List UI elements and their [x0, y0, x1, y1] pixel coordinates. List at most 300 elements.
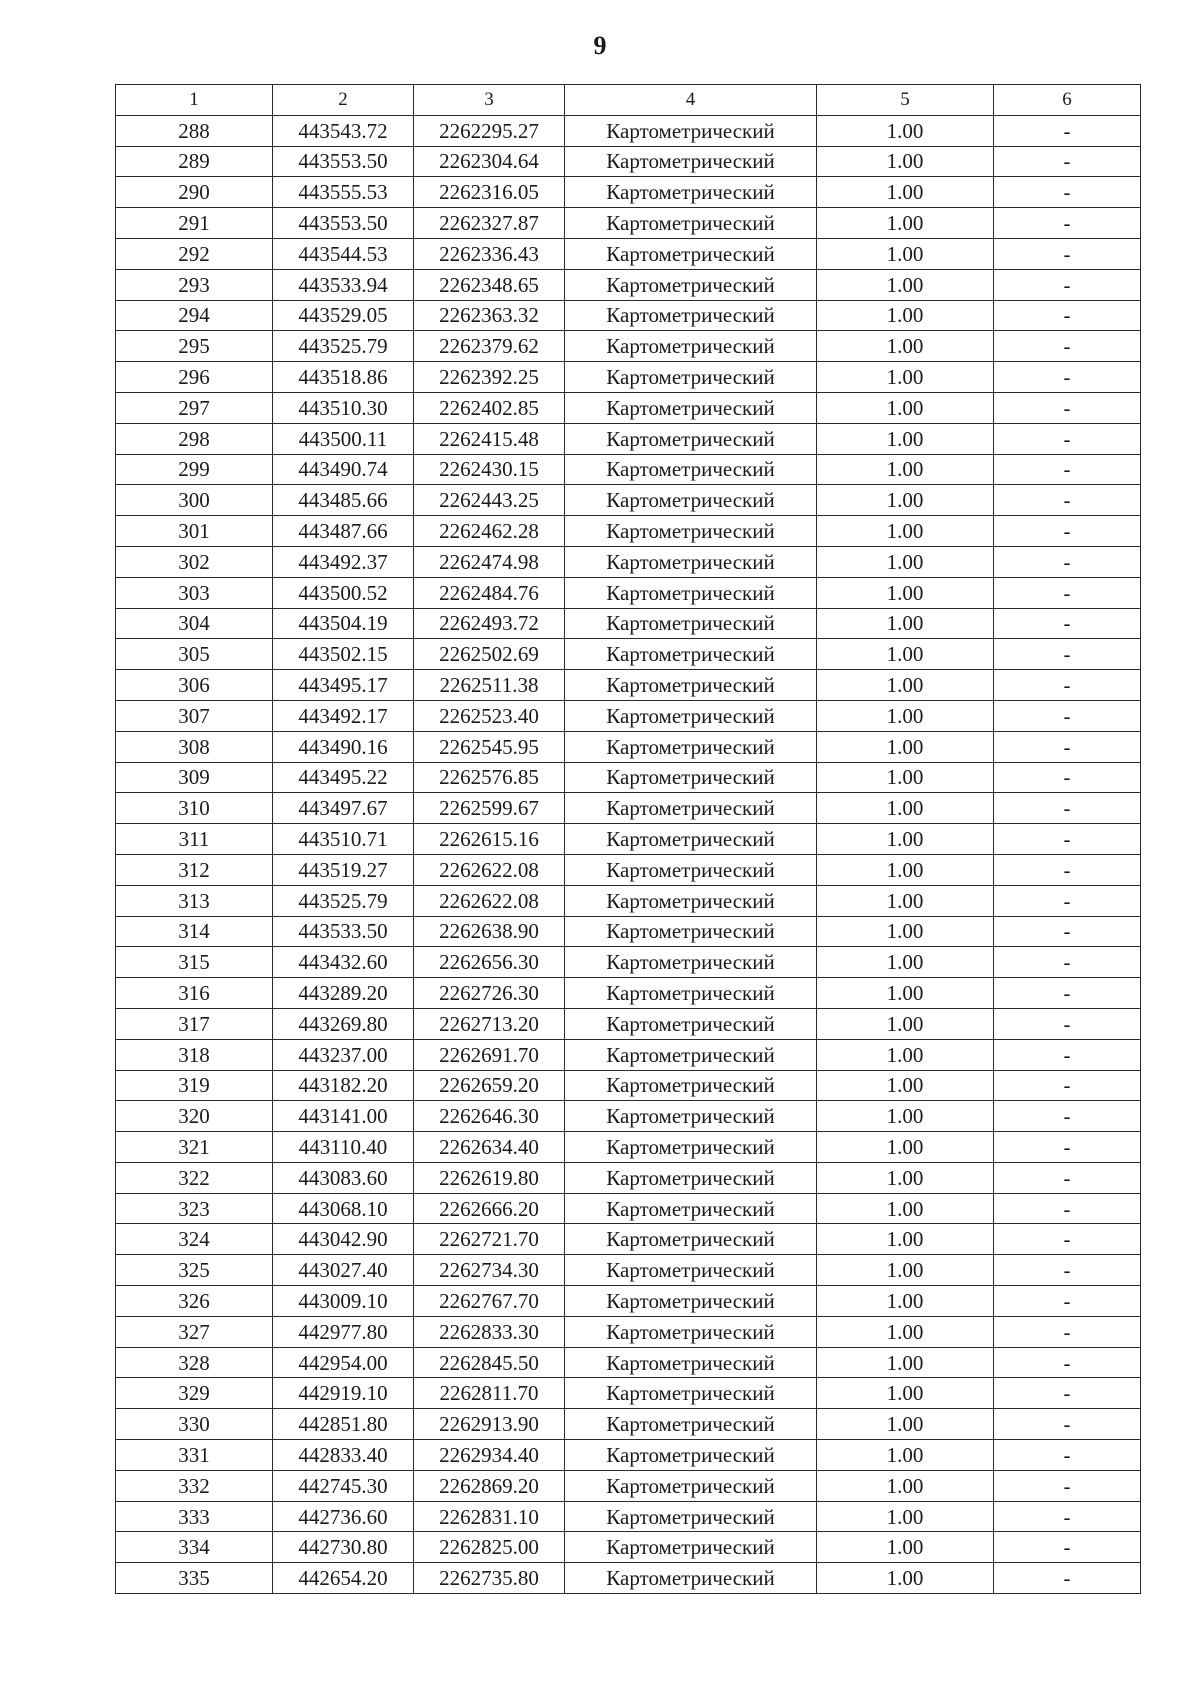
- table-row: [116, 1224, 1141, 1255]
- accuracy-cell: 1.00: [817, 577, 994, 608]
- method-cell: Картометрический: [565, 1316, 817, 1347]
- x-coordinate-cell: 443529.05: [273, 300, 414, 331]
- method-cell: Картометрический: [565, 639, 817, 670]
- point-number-cell: 303: [116, 577, 273, 608]
- accuracy-cell: 1.00: [817, 670, 994, 701]
- method-cell: Картометрический: [565, 516, 817, 547]
- point-number-cell: 323: [116, 1193, 273, 1224]
- y-coordinate-cell: 2262767.70: [414, 1286, 565, 1317]
- accuracy-cell: 1.00: [817, 1347, 994, 1378]
- point-number-cell: 296: [116, 362, 273, 393]
- method-cell: Картометрический: [565, 854, 817, 885]
- note-cell: -: [994, 670, 1141, 701]
- note-cell: -: [994, 1132, 1141, 1163]
- note-cell: -: [994, 1347, 1141, 1378]
- accuracy-cell: 1.00: [817, 1224, 994, 1255]
- point-number-cell: 289: [116, 146, 273, 177]
- x-coordinate-cell: 443237.00: [273, 1039, 414, 1070]
- accuracy-cell: 1.00: [817, 1440, 994, 1471]
- x-coordinate-cell: 443500.11: [273, 423, 414, 454]
- x-coordinate-cell: 443553.50: [273, 146, 414, 177]
- method-cell: Картометрический: [565, 546, 817, 577]
- x-coordinate-cell: 443492.17: [273, 700, 414, 731]
- y-coordinate-cell: 2262831.10: [414, 1501, 565, 1532]
- point-number-cell: 333: [116, 1501, 273, 1532]
- method-cell: Картометрический: [565, 608, 817, 639]
- table-row: [116, 331, 1141, 362]
- point-number-cell: 320: [116, 1101, 273, 1132]
- x-coordinate-cell: 443182.20: [273, 1070, 414, 1101]
- y-coordinate-cell: 2262845.50: [414, 1347, 565, 1378]
- y-coordinate-cell: 2262493.72: [414, 608, 565, 639]
- note-cell: -: [994, 639, 1141, 670]
- note-cell: -: [994, 1316, 1141, 1347]
- method-cell: Картометрический: [565, 238, 817, 269]
- point-number-cell: 301: [116, 516, 273, 547]
- accuracy-cell: 1.00: [817, 1255, 994, 1286]
- table-row: [116, 1193, 1141, 1224]
- y-coordinate-cell: 2262615.16: [414, 824, 565, 855]
- method-cell: Картометрический: [565, 978, 817, 1009]
- y-coordinate-cell: 2262545.95: [414, 731, 565, 762]
- point-number-cell: 328: [116, 1347, 273, 1378]
- note-cell: -: [994, 1070, 1141, 1101]
- x-coordinate-cell: 442654.20: [273, 1563, 414, 1594]
- x-coordinate-cell: 443432.60: [273, 947, 414, 978]
- accuracy-cell: 1.00: [817, 824, 994, 855]
- method-cell: Картометрический: [565, 269, 817, 300]
- y-coordinate-cell: 2262304.64: [414, 146, 565, 177]
- point-number-cell: 297: [116, 392, 273, 423]
- x-coordinate-cell: 442919.10: [273, 1378, 414, 1409]
- x-coordinate-cell: 443533.50: [273, 916, 414, 947]
- method-cell: Картометрический: [565, 1193, 817, 1224]
- note-cell: -: [994, 115, 1141, 146]
- method-cell: Картометрический: [565, 300, 817, 331]
- table-row: [116, 423, 1141, 454]
- x-coordinate-cell: 442833.40: [273, 1440, 414, 1471]
- note-cell: -: [994, 177, 1141, 208]
- table-row: [116, 362, 1141, 393]
- accuracy-cell: 1.00: [817, 269, 994, 300]
- x-coordinate-cell: 443495.22: [273, 762, 414, 793]
- accuracy-cell: 1.00: [817, 238, 994, 269]
- y-coordinate-cell: 2262726.30: [414, 978, 565, 1009]
- accuracy-cell: 1.00: [817, 423, 994, 454]
- y-coordinate-cell: 2262402.85: [414, 392, 565, 423]
- method-cell: Картометрический: [565, 1440, 817, 1471]
- method-cell: Картометрический: [565, 793, 817, 824]
- note-cell: -: [994, 1286, 1141, 1317]
- column-header: 6: [994, 85, 1141, 116]
- method-cell: Картометрический: [565, 1347, 817, 1378]
- y-coordinate-cell: 2262811.70: [414, 1378, 565, 1409]
- table-row: [116, 485, 1141, 516]
- point-number-cell: 315: [116, 947, 273, 978]
- x-coordinate-cell: 443502.15: [273, 639, 414, 670]
- accuracy-cell: 1.00: [817, 1316, 994, 1347]
- coordinates-table: [115, 84, 1141, 1594]
- table-row: [116, 269, 1141, 300]
- column-header: 1: [116, 85, 273, 116]
- note-cell: -: [994, 208, 1141, 239]
- accuracy-cell: 1.00: [817, 1286, 994, 1317]
- y-coordinate-cell: 2262415.48: [414, 423, 565, 454]
- method-cell: Картометрический: [565, 423, 817, 454]
- y-coordinate-cell: 2262934.40: [414, 1440, 565, 1471]
- point-number-cell: 334: [116, 1532, 273, 1563]
- x-coordinate-cell: 443518.86: [273, 362, 414, 393]
- method-cell: Картометрический: [565, 177, 817, 208]
- method-cell: Картометрический: [565, 731, 817, 762]
- column-header: 2: [273, 85, 414, 116]
- y-coordinate-cell: 2262622.08: [414, 854, 565, 885]
- point-number-cell: 332: [116, 1470, 273, 1501]
- point-number-cell: 327: [116, 1316, 273, 1347]
- accuracy-cell: 1.00: [817, 208, 994, 239]
- accuracy-cell: 1.00: [817, 854, 994, 885]
- method-cell: Картометрический: [565, 1008, 817, 1039]
- table-row: [116, 1316, 1141, 1347]
- point-number-cell: 306: [116, 670, 273, 701]
- method-cell: Картометрический: [565, 485, 817, 516]
- accuracy-cell: 1.00: [817, 731, 994, 762]
- y-coordinate-cell: 2262474.98: [414, 546, 565, 577]
- note-cell: -: [994, 885, 1141, 916]
- table-row: [116, 639, 1141, 670]
- point-number-cell: 299: [116, 454, 273, 485]
- accuracy-cell: 1.00: [817, 1162, 994, 1193]
- x-coordinate-cell: 443555.53: [273, 177, 414, 208]
- point-number-cell: 311: [116, 824, 273, 855]
- table-row: [116, 916, 1141, 947]
- accuracy-cell: 1.00: [817, 978, 994, 1009]
- note-cell: -: [994, 1039, 1141, 1070]
- accuracy-cell: 1.00: [817, 146, 994, 177]
- table-row: [116, 670, 1141, 701]
- x-coordinate-cell: 443289.20: [273, 978, 414, 1009]
- note-cell: -: [994, 1501, 1141, 1532]
- x-coordinate-cell: 443110.40: [273, 1132, 414, 1163]
- accuracy-cell: 1.00: [817, 1501, 994, 1532]
- x-coordinate-cell: 443487.66: [273, 516, 414, 547]
- x-coordinate-cell: 443083.60: [273, 1162, 414, 1193]
- point-number-cell: 305: [116, 639, 273, 670]
- x-coordinate-cell: 443500.52: [273, 577, 414, 608]
- method-cell: Картометрический: [565, 577, 817, 608]
- column-header: 3: [414, 85, 565, 116]
- y-coordinate-cell: 2262430.15: [414, 454, 565, 485]
- method-cell: Картометрический: [565, 1070, 817, 1101]
- accuracy-cell: 1.00: [817, 1470, 994, 1501]
- y-coordinate-cell: 2262913.90: [414, 1409, 565, 1440]
- table-row: [116, 1347, 1141, 1378]
- note-cell: -: [994, 1162, 1141, 1193]
- method-cell: Картометрический: [565, 1563, 817, 1594]
- table-row: [116, 177, 1141, 208]
- y-coordinate-cell: 2262316.05: [414, 177, 565, 208]
- y-coordinate-cell: 2262691.70: [414, 1039, 565, 1070]
- x-coordinate-cell: 442851.80: [273, 1409, 414, 1440]
- note-cell: -: [994, 1409, 1141, 1440]
- point-number-cell: 335: [116, 1563, 273, 1594]
- column-header: 4: [565, 85, 817, 116]
- note-cell: -: [994, 1255, 1141, 1286]
- method-cell: Картометрический: [565, 885, 817, 916]
- y-coordinate-cell: 2262646.30: [414, 1101, 565, 1132]
- x-coordinate-cell: 443525.79: [273, 885, 414, 916]
- point-number-cell: 316: [116, 978, 273, 1009]
- method-cell: Картометрический: [565, 331, 817, 362]
- method-cell: Картометрический: [565, 1162, 817, 1193]
- method-cell: Картометрический: [565, 1409, 817, 1440]
- accuracy-cell: 1.00: [817, 454, 994, 485]
- y-coordinate-cell: 2262484.76: [414, 577, 565, 608]
- note-cell: -: [994, 824, 1141, 855]
- accuracy-cell: 1.00: [817, 639, 994, 670]
- y-coordinate-cell: 2262379.62: [414, 331, 565, 362]
- accuracy-cell: 1.00: [817, 362, 994, 393]
- x-coordinate-cell: 443490.74: [273, 454, 414, 485]
- y-coordinate-cell: 2262462.28: [414, 516, 565, 547]
- y-coordinate-cell: 2262666.20: [414, 1193, 565, 1224]
- point-number-cell: 304: [116, 608, 273, 639]
- note-cell: -: [994, 854, 1141, 885]
- method-cell: Картометрический: [565, 1255, 817, 1286]
- note-cell: -: [994, 331, 1141, 362]
- point-number-cell: 288: [116, 115, 273, 146]
- point-number-cell: 317: [116, 1008, 273, 1039]
- point-number-cell: 309: [116, 762, 273, 793]
- note-cell: -: [994, 269, 1141, 300]
- method-cell: Картометрический: [565, 947, 817, 978]
- x-coordinate-cell: 443510.30: [273, 392, 414, 423]
- y-coordinate-cell: 2262327.87: [414, 208, 565, 239]
- note-cell: -: [994, 916, 1141, 947]
- x-coordinate-cell: 443525.79: [273, 331, 414, 362]
- point-number-cell: 294: [116, 300, 273, 331]
- table-row: [116, 1070, 1141, 1101]
- point-number-cell: 314: [116, 916, 273, 947]
- y-coordinate-cell: 2262599.67: [414, 793, 565, 824]
- table-row: [116, 115, 1141, 146]
- y-coordinate-cell: 2262833.30: [414, 1316, 565, 1347]
- point-number-cell: 292: [116, 238, 273, 269]
- accuracy-cell: 1.00: [817, 1008, 994, 1039]
- table-row: [116, 793, 1141, 824]
- table-row: [116, 608, 1141, 639]
- x-coordinate-cell: 442736.60: [273, 1501, 414, 1532]
- method-cell: Картометрический: [565, 1532, 817, 1563]
- point-number-cell: 322: [116, 1162, 273, 1193]
- accuracy-cell: 1.00: [817, 115, 994, 146]
- table-row: [116, 516, 1141, 547]
- table-row: [116, 300, 1141, 331]
- table-row: [116, 854, 1141, 885]
- x-coordinate-cell: 443490.16: [273, 731, 414, 762]
- method-cell: Картометрический: [565, 916, 817, 947]
- table-row: [116, 1470, 1141, 1501]
- accuracy-cell: 1.00: [817, 516, 994, 547]
- y-coordinate-cell: 2262295.27: [414, 115, 565, 146]
- point-number-cell: 330: [116, 1409, 273, 1440]
- page-number: 9: [593, 31, 607, 60]
- method-cell: Картометрический: [565, 146, 817, 177]
- table-row: [116, 392, 1141, 423]
- y-coordinate-cell: 2262619.80: [414, 1162, 565, 1193]
- accuracy-cell: 1.00: [817, 331, 994, 362]
- method-cell: Картометрический: [565, 700, 817, 731]
- note-cell: -: [994, 1008, 1141, 1039]
- point-number-cell: 329: [116, 1378, 273, 1409]
- table-row: [116, 1532, 1141, 1563]
- table-row: [116, 146, 1141, 177]
- table-row: [116, 454, 1141, 485]
- method-cell: Картометрический: [565, 392, 817, 423]
- y-coordinate-cell: 2262336.43: [414, 238, 565, 269]
- point-number-cell: 291: [116, 208, 273, 239]
- accuracy-cell: 1.00: [817, 700, 994, 731]
- method-cell: Картометрический: [565, 670, 817, 701]
- note-cell: -: [994, 577, 1141, 608]
- note-cell: -: [994, 516, 1141, 547]
- point-number-cell: 302: [116, 546, 273, 577]
- accuracy-cell: 1.00: [817, 762, 994, 793]
- y-coordinate-cell: 2262735.80: [414, 1563, 565, 1594]
- x-coordinate-cell: 443543.72: [273, 115, 414, 146]
- table-row: [116, 1255, 1141, 1286]
- method-cell: Картометрический: [565, 1470, 817, 1501]
- table-row: [116, 762, 1141, 793]
- note-cell: -: [994, 423, 1141, 454]
- accuracy-cell: 1.00: [817, 1132, 994, 1163]
- table-row: [116, 1501, 1141, 1532]
- y-coordinate-cell: 2262734.30: [414, 1255, 565, 1286]
- point-number-cell: 295: [116, 331, 273, 362]
- y-coordinate-cell: 2262659.20: [414, 1070, 565, 1101]
- x-coordinate-cell: 443497.67: [273, 793, 414, 824]
- table-row: [116, 731, 1141, 762]
- accuracy-cell: 1.00: [817, 1039, 994, 1070]
- point-number-cell: 290: [116, 177, 273, 208]
- note-cell: -: [994, 1470, 1141, 1501]
- accuracy-cell: 1.00: [817, 546, 994, 577]
- y-coordinate-cell: 2262638.90: [414, 916, 565, 947]
- accuracy-cell: 1.00: [817, 177, 994, 208]
- column-header: 5: [817, 85, 994, 116]
- x-coordinate-cell: 442730.80: [273, 1532, 414, 1563]
- note-cell: -: [994, 1378, 1141, 1409]
- table-row: [116, 824, 1141, 855]
- method-cell: Картометрический: [565, 208, 817, 239]
- y-coordinate-cell: 2262622.08: [414, 885, 565, 916]
- x-coordinate-cell: 443504.19: [273, 608, 414, 639]
- x-coordinate-cell: 443510.71: [273, 824, 414, 855]
- table-row: [116, 1039, 1141, 1070]
- x-coordinate-cell: 442977.80: [273, 1316, 414, 1347]
- accuracy-cell: 1.00: [817, 947, 994, 978]
- table-header-row: [116, 85, 1141, 116]
- method-cell: Картометрический: [565, 362, 817, 393]
- x-coordinate-cell: 442954.00: [273, 1347, 414, 1378]
- table-row: [116, 1162, 1141, 1193]
- note-cell: -: [994, 793, 1141, 824]
- x-coordinate-cell: 443533.94: [273, 269, 414, 300]
- note-cell: -: [994, 1101, 1141, 1132]
- note-cell: -: [994, 300, 1141, 331]
- table-row: [116, 1409, 1141, 1440]
- point-number-cell: 298: [116, 423, 273, 454]
- note-cell: -: [994, 978, 1141, 1009]
- y-coordinate-cell: 2262443.25: [414, 485, 565, 516]
- table-row: [116, 1101, 1141, 1132]
- point-number-cell: 310: [116, 793, 273, 824]
- table-row: [116, 978, 1141, 1009]
- accuracy-cell: 1.00: [817, 1532, 994, 1563]
- method-cell: Картометрический: [565, 1039, 817, 1070]
- x-coordinate-cell: 443519.27: [273, 854, 414, 885]
- note-cell: -: [994, 238, 1141, 269]
- x-coordinate-cell: 443068.10: [273, 1193, 414, 1224]
- table-row: [116, 885, 1141, 916]
- x-coordinate-cell: 443495.17: [273, 670, 414, 701]
- method-cell: Картометрический: [565, 1378, 817, 1409]
- accuracy-cell: 1.00: [817, 300, 994, 331]
- note-cell: -: [994, 1563, 1141, 1594]
- point-number-cell: 308: [116, 731, 273, 762]
- y-coordinate-cell: 2262713.20: [414, 1008, 565, 1039]
- accuracy-cell: 1.00: [817, 485, 994, 516]
- y-coordinate-cell: 2262511.38: [414, 670, 565, 701]
- accuracy-cell: 1.00: [817, 608, 994, 639]
- note-cell: -: [994, 546, 1141, 577]
- y-coordinate-cell: 2262502.69: [414, 639, 565, 670]
- table-row: [116, 947, 1141, 978]
- table-row: [116, 1286, 1141, 1317]
- accuracy-cell: 1.00: [817, 1101, 994, 1132]
- y-coordinate-cell: 2262869.20: [414, 1470, 565, 1501]
- point-number-cell: 300: [116, 485, 273, 516]
- note-cell: -: [994, 1193, 1141, 1224]
- y-coordinate-cell: 2262634.40: [414, 1132, 565, 1163]
- x-coordinate-cell: 443544.53: [273, 238, 414, 269]
- note-cell: -: [994, 454, 1141, 485]
- table-row: [116, 1008, 1141, 1039]
- note-cell: -: [994, 947, 1141, 978]
- table-body: [116, 115, 1141, 1593]
- y-coordinate-cell: 2262656.30: [414, 947, 565, 978]
- table-row: [116, 208, 1141, 239]
- method-cell: Картометрический: [565, 115, 817, 146]
- x-coordinate-cell: 442745.30: [273, 1470, 414, 1501]
- table-row: [116, 238, 1141, 269]
- note-cell: -: [994, 362, 1141, 393]
- point-number-cell: 331: [116, 1440, 273, 1471]
- note-cell: -: [994, 731, 1141, 762]
- x-coordinate-cell: 443027.40: [273, 1255, 414, 1286]
- accuracy-cell: 1.00: [817, 1070, 994, 1101]
- method-cell: Картометрический: [565, 1132, 817, 1163]
- note-cell: -: [994, 1224, 1141, 1255]
- x-coordinate-cell: 443141.00: [273, 1101, 414, 1132]
- note-cell: -: [994, 762, 1141, 793]
- table-row: [116, 1440, 1141, 1471]
- y-coordinate-cell: 2262392.25: [414, 362, 565, 393]
- method-cell: Картометрический: [565, 454, 817, 485]
- table-row: [116, 546, 1141, 577]
- method-cell: Картометрический: [565, 1286, 817, 1317]
- note-cell: -: [994, 700, 1141, 731]
